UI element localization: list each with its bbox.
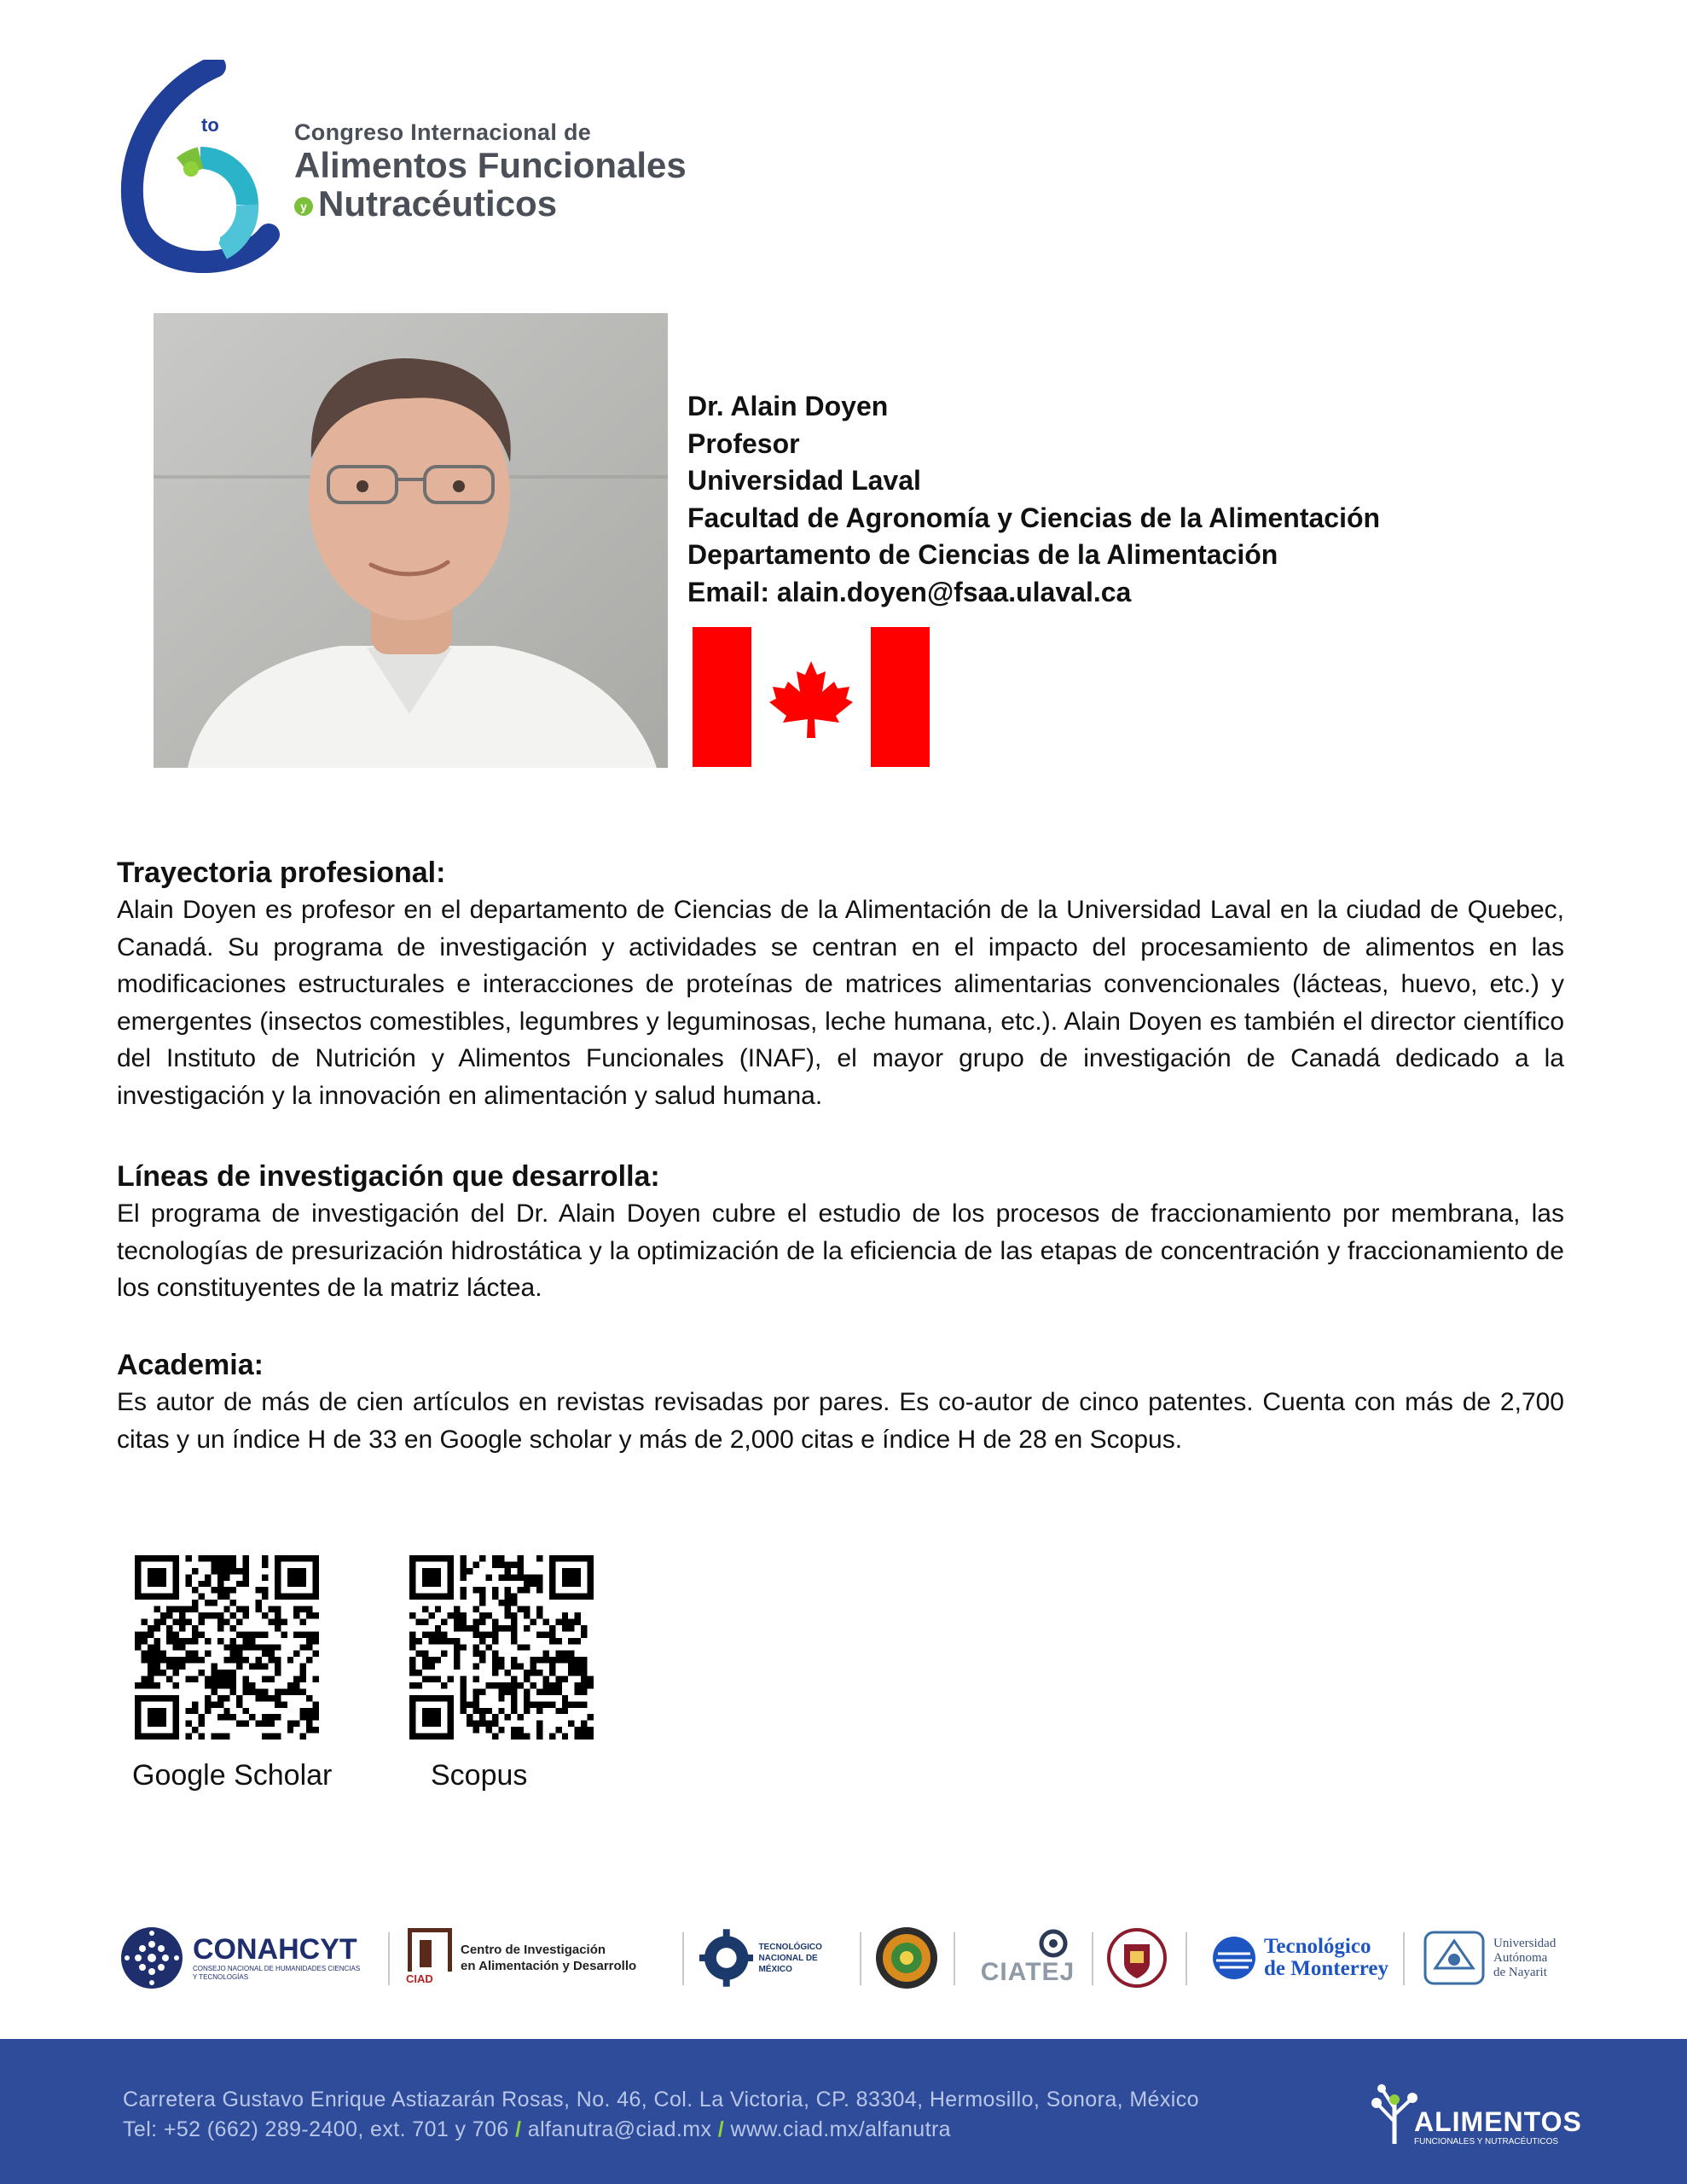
uan-crest-icon	[1420, 1926, 1488, 1990]
conahcyt-name: CONAHCYT	[193, 1933, 357, 1966]
footer-address: Carretera Gustavo Enrique Astiazarán Rosas, No. 46, Col. La Victoria, CP. 83304, Hermosillo, Sonora, México	[123, 2088, 1199, 2111]
profile-position: Profesor	[687, 427, 800, 459]
uan-logo	[1420, 1924, 1582, 1992]
uan-line2: Autónoma	[1493, 1950, 1548, 1965]
section-body: El programa de investigación del Dr. Alain Doyen cubre el estudio de los procesos de fraccionamiento por membrana, las tecnologías de presurización hidrostática y la optimización de la eficiencia de las etapas de concentración y fraccionamiento de los constituyentes de la matriz láctea.	[117, 1199, 1564, 1303]
sponsor-divider	[1186, 1932, 1187, 1985]
tec-globe-icon	[1211, 1935, 1257, 1981]
google-scholar-qr-code[interactable]	[135, 1555, 319, 1740]
tec-line2: de Monterrey	[1264, 1957, 1389, 1980]
ciad-abbr: CIAD	[406, 1972, 433, 1985]
congress-logo	[119, 60, 687, 273]
footer-contact	[123, 2117, 951, 2142]
tecnm-logo	[699, 1924, 853, 1992]
profile-name: Dr. Alain Doyen	[687, 391, 889, 421]
ciatej-eye-icon	[1039, 1929, 1068, 1958]
congress-line3-text: Nutracéuticos	[318, 183, 558, 224]
tecnm-line2: NACIONAL DE MÉXICO	[758, 1953, 818, 1974]
sponsor-divider	[860, 1932, 861, 1985]
sponsor-divider	[1092, 1932, 1093, 1985]
congress-six-emblem	[119, 60, 290, 273]
google-scholar-label: Google Scholar	[132, 1759, 333, 1792]
sponsor-divider	[1403, 1932, 1405, 1985]
scopus-label: Scopus	[431, 1759, 528, 1792]
sponsor-divider	[388, 1932, 390, 1985]
footer-email-link[interactable]: alfanutra@ciad.mx	[527, 2117, 712, 2141]
section-body: Es autor de más de cien artículos en revistas revisadas por pares. Es co-autor de cinco patentes. Cuenta con más de 2,700 citas y un índice H de 33 en Google scholar y más de 2,000 citas e índice H de 28 en Scopus.	[117, 1388, 1564, 1454]
footer-logo-title: ALIMENTOS	[1414, 2106, 1582, 2137]
section-lineas	[117, 1158, 1564, 1307]
crest-icon	[1107, 1926, 1167, 1990]
ciad-line2: en Alimentación y Desarrollo	[461, 1959, 637, 1973]
seal-icon	[874, 1926, 939, 1990]
footer-web-link[interactable]: www.ciad.mx/alfanutra	[730, 2117, 951, 2141]
ciatej-logo	[972, 1924, 1083, 1992]
tec-line1: Tecnológico	[1264, 1935, 1371, 1958]
ordinal-suffix: to	[201, 114, 219, 136]
section-academia	[117, 1346, 1564, 1458]
profile-email: Email: alain.doyen@fsaa.ulaval.ca	[687, 576, 1132, 607]
sponsor-divider	[682, 1932, 684, 1985]
institution-seal-logo	[874, 1924, 942, 1992]
conahcyt-subtitle: CONSEJO NACIONAL DE HUMANIDADES CIENCIAS Y TECNOLOGÍAS	[193, 1965, 361, 1981]
sponsor-divider	[954, 1932, 955, 1985]
conahcyt-logo	[119, 1924, 375, 1992]
profile-faculty: Facultad de Agronomía y Ciencias de la Alimentación	[687, 502, 1381, 533]
conahcyt-emblem-icon	[119, 1926, 184, 1990]
section-body: Alain Doyen es profesor en el departamento de Ciencias de la Alimentación de la Universidad Laval en la ciudad de Quebec, Canadá. Su programa de investigación y actividades se centran en el impacto del procesamiento de alimentos en las modificaciones estructurales e interacciones de proteínas de matrices alimentarias convencionales (lácteas, huevo, etc.) y emergentes (insectos comestibles, legumbres y leguminosas, leche humana, etc.). Alain Doyen es también el director científico del Instituto de Nutrición y Alimentos Funcionales (INAF), el mayor grupo de investigación de Canadá dedicado a la investigación y la innovación en alimentación y salud humana.	[117, 896, 1564, 1110]
university-crest-logo	[1107, 1924, 1172, 1992]
congress-line1: Congreso Internacional de	[294, 119, 592, 145]
ciad-logo	[401, 1924, 674, 1992]
profile-header	[687, 388, 1380, 611]
tec-monterrey-logo	[1211, 1924, 1390, 1992]
ciatej-name: CIATEJ	[980, 1958, 1075, 1986]
profile-photo	[154, 313, 668, 768]
ciad-line1: Centro de Investigación	[461, 1943, 606, 1957]
section-heading: Academia:	[117, 1349, 264, 1381]
section-trayectoria	[117, 854, 1564, 1115]
uan-line1: Universidad	[1493, 1936, 1557, 1950]
tecnm-gear-icon	[699, 1927, 753, 1989]
section-heading: Trayectoria profesional:	[117, 857, 446, 889]
section-heading: Líneas de investigación que desarrolla:	[117, 1160, 660, 1193]
profile-university: Universidad Laval	[687, 465, 921, 496]
tecnm-line1: TECNOLÓGICO	[758, 1942, 822, 1952]
connector-badge: y	[294, 197, 313, 216]
footer-separator: /	[515, 2117, 522, 2141]
canada-flag-icon	[693, 627, 930, 767]
congress-line3	[294, 185, 687, 223]
footer-separator: /	[717, 2117, 725, 2141]
footer-alimentos-logo	[1365, 2077, 1582, 2154]
uan-line3: de Nayarit	[1493, 1965, 1547, 1979]
congress-line2: Alimentos Funcionales	[294, 145, 687, 185]
scopus-qr-code[interactable]	[409, 1555, 594, 1740]
profile-department: Departamento de Ciencias de la Alimentación	[687, 539, 1278, 570]
ciad-emblem-icon	[401, 1928, 454, 1988]
footer-logo-subtitle: FUNCIONALES Y NUTRACÉUTICOS	[1414, 2137, 1559, 2146]
footer-phone: Tel: +52 (662) 289-2400, ext. 701 y 706	[123, 2117, 509, 2141]
